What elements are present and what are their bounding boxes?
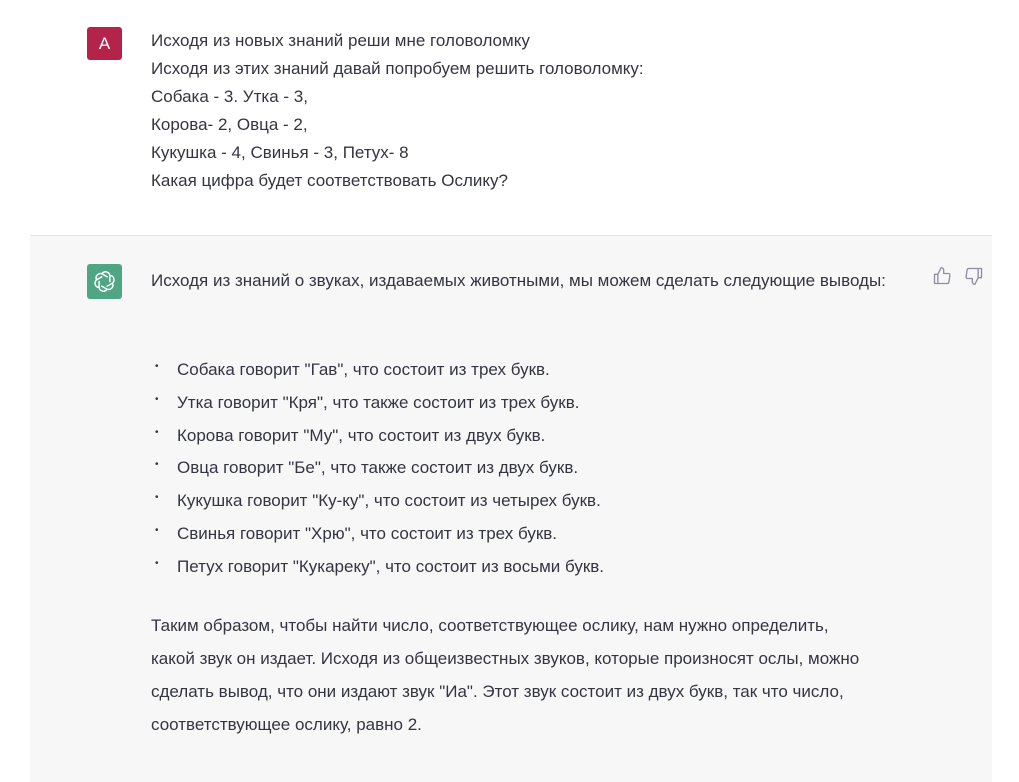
thumbs-down-button[interactable] (964, 266, 986, 288)
bullet-dot: • (155, 459, 159, 471)
user-avatar: A (87, 27, 122, 60)
list-item (151, 354, 604, 387)
list-item-text: Свинья говорит "Хрю", что состоит из трех букв. (177, 523, 558, 543)
user-message-text (151, 27, 644, 195)
user-line: Какая цифра будет соответствовать Ослику? (151, 171, 508, 190)
bullet-dot: • (155, 557, 159, 569)
list-item (151, 551, 604, 584)
assistant-bullet-list (151, 354, 604, 584)
list-item (151, 420, 604, 453)
bullet-dot: • (155, 426, 159, 438)
assistant-avatar (87, 264, 122, 299)
bullet-dot: • (155, 393, 159, 405)
list-item-text: Кукушка говорит "Ку-ку", что состоит из четырех букв. (177, 491, 601, 511)
bullet-dot: • (155, 524, 159, 536)
list-item-text: Петух говорит "Кукареку", что состоит из восьми букв. (177, 556, 605, 576)
list-item (151, 485, 604, 518)
assistant-intro: Исходя из знаний о звуках, издаваемых животными, мы можем сделать следующие выводы: (151, 271, 886, 290)
bullet-dot: • (155, 361, 159, 372)
list-item-text: Собака говорит "Гав", что состоит из трех букв. (177, 360, 550, 379)
bullet-dot: • (155, 492, 159, 504)
thumbs-down-icon (964, 266, 984, 286)
user-line: Исходя из этих знаний давай попробуем решить головоломку: (151, 59, 644, 78)
user-line: Корова- 2, Овца - 2, (151, 115, 308, 134)
thumbs-up-icon (932, 266, 952, 286)
assistant-message (30, 235, 992, 782)
user-line: Кукушка - 4, Свинья - 3, Петух- 8 (151, 143, 409, 162)
list-item-text: Утка говорит "Кря", что также состоит из трех букв. (177, 392, 580, 412)
list-item-text: Корова говорит "Му", что состоит из двух букв. (177, 425, 546, 445)
assistant-conclusion: Таким образом, чтобы найти число, соответствующее ослику, нам нужно определить, какой звук он издает. Исходя из общеизвестных звуков, которые произносят ослы, можно сделать вывод, что они издают звук "Иа". Этот звук состоит из двух букв, так что число, соответствующее ослику, равно 2. (151, 616, 860, 734)
list-item (151, 452, 604, 485)
user-message (0, 0, 1019, 234)
user-line: Исходя из новых знаний реши мне головоломку (151, 31, 530, 50)
list-item (151, 387, 604, 420)
openai-logo-icon (92, 269, 117, 294)
list-item (151, 518, 604, 551)
thumbs-up-button[interactable] (932, 266, 954, 288)
list-item-text: Овца говорит "Бе", что также состоит из двух букв. (177, 458, 579, 478)
user-line: Собака - 3. Утка - 3, (151, 87, 308, 106)
